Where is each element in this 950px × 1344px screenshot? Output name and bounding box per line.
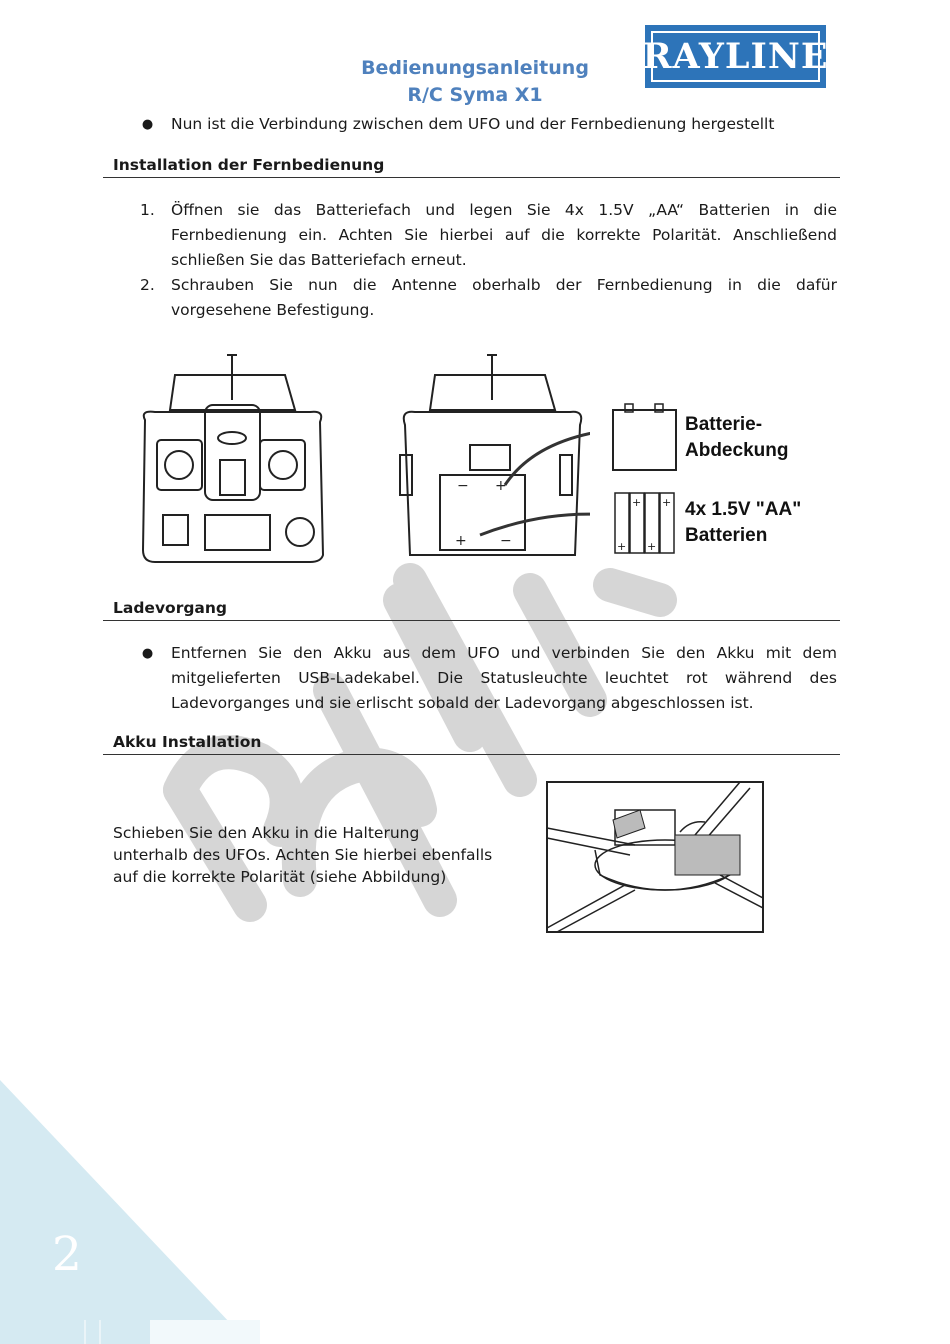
remote-front-illustration (135, 350, 330, 565)
intro-bullet-text: Nun ist die Verbindung zwischen dem UFO und der Fernbedienung hergestellt (171, 115, 775, 133)
battery-install-text (113, 822, 493, 888)
section-heading-charging: Ladevorgang (113, 599, 228, 617)
svg-text:−: − (500, 533, 512, 549)
svg-text:−: − (457, 478, 469, 494)
list-number: 2. (140, 276, 155, 294)
intro-bullet (140, 112, 837, 137)
list-item (140, 273, 837, 323)
batteries-illustration (612, 490, 680, 556)
batteries-label-2: Batterien (685, 525, 768, 546)
document-subtitle: R/C Syma X1 (407, 84, 543, 106)
list-text: Öffnen sie das Batteriefach und legen Sie 4x 1.5V „AA“ Batterien in die Fernbedienung ein. Achten Sie hierbei auf die korrekte Polarität. Anschließend schließen Sie das Batteriefach erneut. (171, 201, 837, 269)
svg-text:+: + (617, 540, 627, 553)
battery-cover-illustration (610, 402, 680, 474)
list-item (140, 198, 837, 273)
svg-text:+: + (647, 540, 657, 553)
section-rule (103, 620, 840, 621)
svg-text:+: + (662, 496, 672, 509)
svg-text:+: + (632, 496, 642, 509)
document-title: Bedienungsanleitung (361, 57, 589, 79)
corner-decoration (0, 1080, 260, 1344)
rayline-logo (642, 25, 829, 88)
section-heading-battery: Akku Installation (113, 733, 262, 751)
list-number: 1. (140, 201, 155, 219)
battery-cover-label-1: Batterie- (685, 414, 763, 435)
batteries-label-1: 4x 1.5V "AA" (685, 499, 802, 520)
page-number: 2 (52, 1227, 82, 1282)
battery-install-line: auf die korrekte Polarität (siehe Abbildung) (113, 868, 447, 886)
section-heading-remote: Installation der Fernbedienung (113, 156, 385, 174)
battery-install-line: unterhalb des UFOs. Achten Sie hierbei ebenfalls (113, 846, 493, 864)
charging-bullet-text: Entfernen Sie den Akku aus dem UFO und verbinden Sie den Akku mit dem mitgelieferten USB-Ladekabel. Die Statusleuchte leuchtet rot während des Ladevorganges und sie erlischt sobald der Ladevorgang abgeschlossen ist. (171, 644, 837, 712)
list-text: Schrauben Sie nun die Antenne oberhalb der Fernbedienung in die dafür vorgesehene Befestigung. (171, 276, 837, 319)
section-rule (103, 177, 840, 178)
remote-back-illustration (395, 350, 590, 565)
section-rule (103, 754, 840, 755)
logo-text: RAYLINE (651, 31, 820, 82)
bullet-icon: ● (141, 646, 154, 661)
svg-text:+: + (495, 478, 507, 494)
charging-bullet (140, 641, 837, 716)
ufo-battery-illustration (545, 780, 765, 934)
battery-install-line: Schieben Sie den Akku in die Halterung (113, 824, 420, 842)
svg-text:+: + (455, 533, 467, 549)
bullet-icon: ● (141, 117, 154, 132)
battery-cover-label-2: Abdeckung (685, 440, 789, 461)
